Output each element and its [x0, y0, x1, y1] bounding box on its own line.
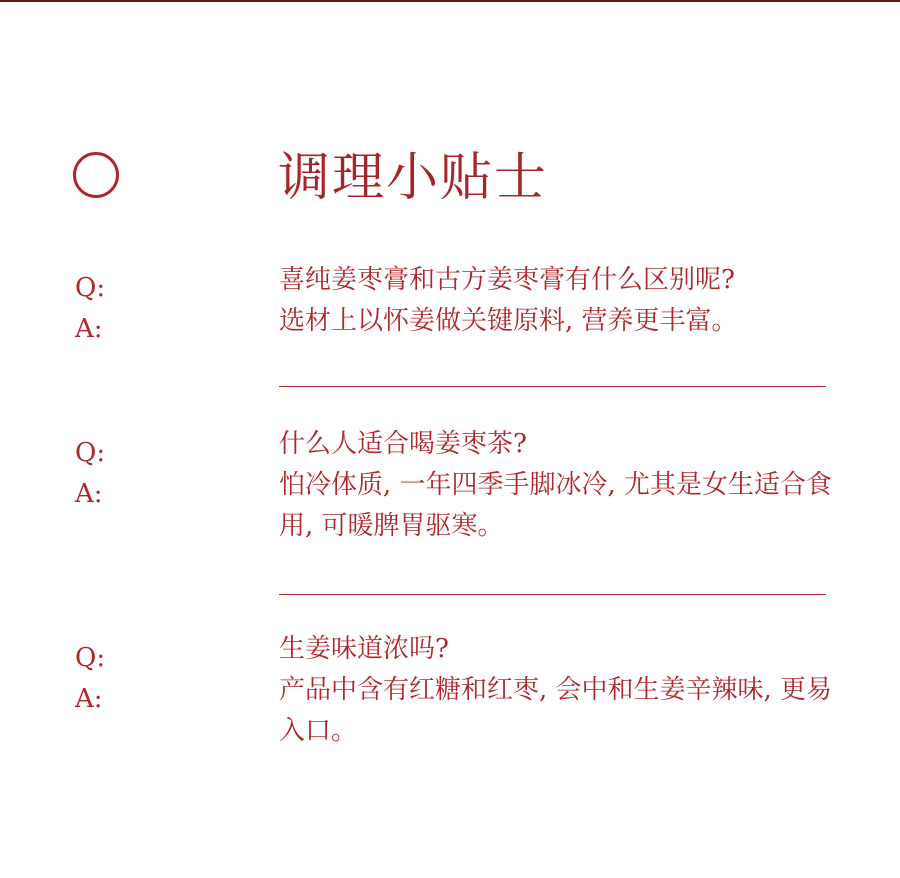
- faq-2-q-label: Q:: [75, 438, 106, 468]
- faq-3-question: 生姜味道浓吗?: [279, 634, 449, 664]
- faq-3-a-label: A:: [75, 684, 103, 714]
- top-divider: [0, 0, 900, 2]
- faq-2-answer: 怕冷体质, 一年四季手脚冰冷, 尤其是女生适合食用, 可暖脾胃驱寒。: [279, 470, 833, 541]
- faq-1-question: 喜纯姜枣膏和古方姜枣膏有什么区别呢?: [279, 265, 735, 295]
- faq-divider-1: [279, 386, 826, 387]
- circle-icon: [73, 152, 119, 198]
- faq-1-a-label: A:: [75, 314, 103, 344]
- faq-2-a-label: A:: [75, 479, 103, 509]
- faq-2-question: 什么人适合喝姜枣茶?: [279, 429, 527, 459]
- faq-1-q-label: Q:: [75, 273, 106, 303]
- faq-3-q-label: Q:: [75, 643, 106, 673]
- faq-3-answer: 产品中含有红糖和红枣, 会中和生姜辛辣味, 更易入口。: [279, 675, 833, 746]
- faq-divider-2: [279, 594, 826, 595]
- faq-1-answer: 选材上以怀姜做关键原料, 营养更丰富。: [279, 306, 738, 336]
- page-title: 调理小贴士: [278, 148, 549, 208]
